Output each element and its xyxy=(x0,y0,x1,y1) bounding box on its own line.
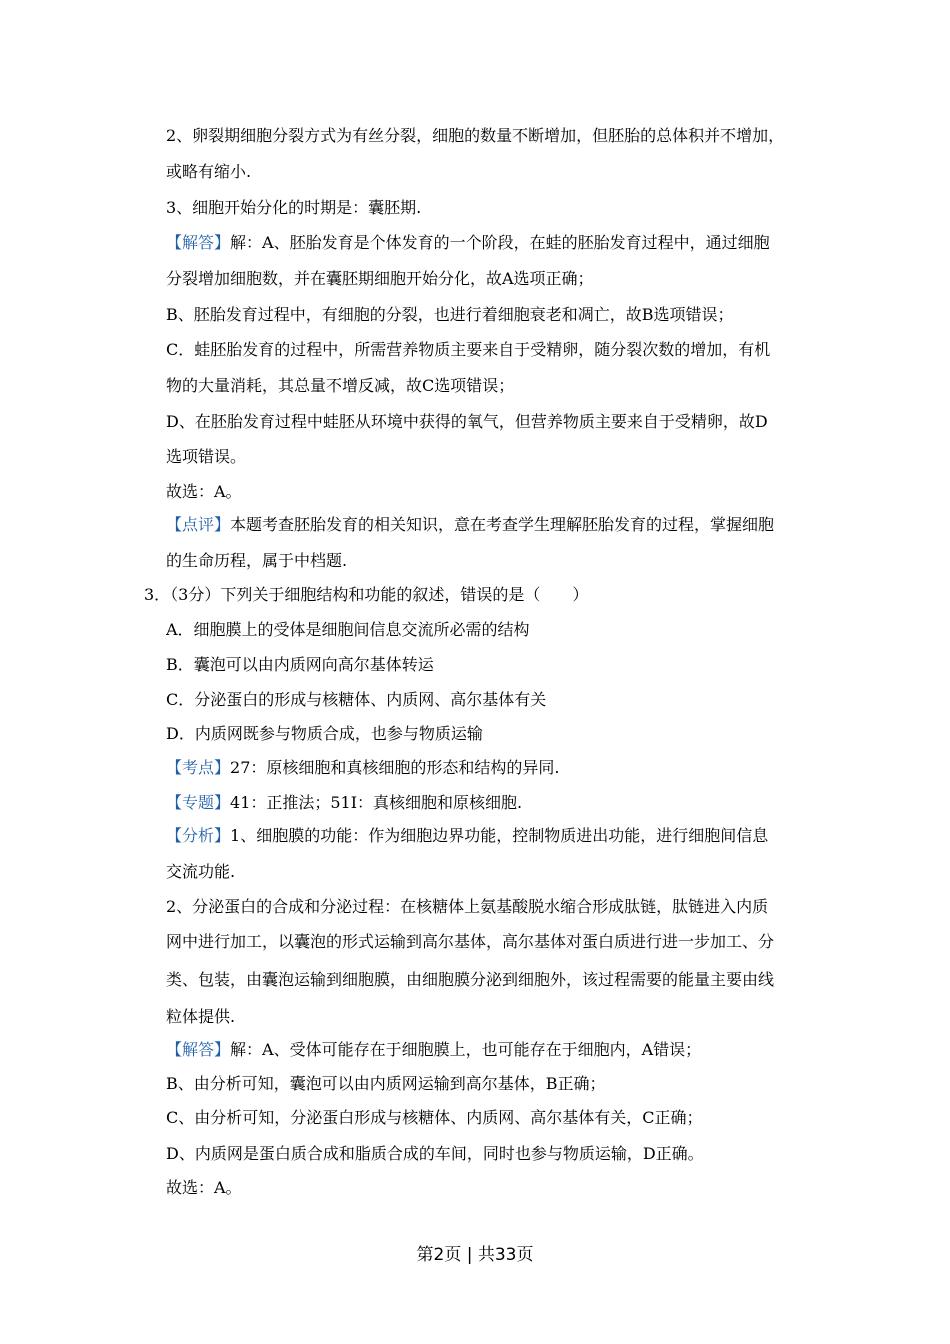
text-line xyxy=(166,447,246,467)
text-line xyxy=(166,724,483,744)
line-text: 的生命历程，属于中档题. xyxy=(166,551,348,570)
text-line xyxy=(166,269,594,289)
line-text: 分裂增加细胞数，并在囊胚期细胞开始分化，故A选项正确； xyxy=(166,269,594,288)
line-text: 解：A、受体可能存在于细胞膜上，也可能存在于细胞内，A错误； xyxy=(230,1040,702,1059)
line-text: 故选：A。 xyxy=(166,482,242,501)
line-text: B、由分析可知，囊泡可以由内质网运输到高尔基体，B正确； xyxy=(166,1074,606,1093)
text-line xyxy=(166,162,251,182)
line-text: 1、细胞膜的功能：作为细胞边界功能，控制物质进出功能，进行细胞间信息 xyxy=(230,826,769,845)
text-line xyxy=(166,1108,703,1128)
line-text: 交流功能. xyxy=(166,862,236,881)
text-line xyxy=(166,1074,606,1094)
line-text: B．囊泡可以由内质网向高尔基体转运 xyxy=(166,655,434,674)
text-line xyxy=(166,862,235,882)
line-text: 2、卵裂期细胞分裂方式为有丝分裂，细胞的数量不断增加，但胚胎的总体积并不增加， xyxy=(166,126,785,145)
line-text: 选项错误。 xyxy=(166,447,247,466)
text-line xyxy=(166,826,768,846)
text-line xyxy=(166,340,770,360)
text-line xyxy=(166,233,770,253)
line-text: D．内质网既参与物质合成，也参与物质运输 xyxy=(166,724,483,743)
text-line xyxy=(166,690,546,710)
text-line xyxy=(166,655,434,675)
line-text: C．分泌蛋白的形成与核糖体、内质网、高尔基体有关 xyxy=(166,690,547,709)
line-text: B、胚胎发育过程中，有细胞的分裂，也进行着细胞衰老和凋亡，故B选项错误； xyxy=(166,305,734,324)
line-text: 2、分泌蛋白的合成和分泌过程：在核糖体上氨基酸脱水缩合形成肽链，肽链进入内质 xyxy=(166,897,769,916)
line-text: 物的大量消耗，其总量不增反减，故C选项错误； xyxy=(166,376,515,395)
line-text: 27：原核细胞和真核细胞的形态和结构的异同. xyxy=(230,758,560,777)
section-tag: 【解答】 xyxy=(166,1040,231,1059)
text-line xyxy=(166,897,768,917)
text-line xyxy=(166,305,734,325)
section-tag: 【专题】 xyxy=(166,793,231,812)
text-line xyxy=(166,376,514,396)
text-line xyxy=(166,1007,235,1027)
line-text: D、在胚胎发育过程中蛙胚从环境中获得的氧气，但营养物质主要来自于受精卵，故D xyxy=(166,412,768,431)
line-text: 网中进行加工，以囊泡的形式运输到高尔基体，高尔基体对蛋白质进行进一步加工、分 xyxy=(166,932,775,951)
text-line xyxy=(166,1040,701,1060)
line-text: 解：A、胚胎发育是个体发育的一个阶段，在蛙的胚胎发育过程中，通过细胞 xyxy=(230,233,770,252)
line-text: 粒体提供. xyxy=(166,1007,236,1026)
text-line xyxy=(166,515,774,535)
line-text: C．蛙胚胎发育的过程中，所需营养物质主要来自于受精卵，随分裂次数的增加，有机 xyxy=(166,340,771,359)
text-line xyxy=(166,1144,704,1164)
line-text: 41：正推法；51I：真核细胞和原核细胞. xyxy=(230,793,523,812)
text-line xyxy=(144,585,588,605)
text-line xyxy=(166,412,768,432)
text-line xyxy=(166,793,522,813)
text-line xyxy=(166,198,421,218)
section-tag: 【考点】 xyxy=(166,758,231,777)
line-text: C、由分析可知，分泌蛋白形成与核糖体、内质网、高尔基体有关，C正确； xyxy=(166,1108,703,1127)
text-line xyxy=(166,758,559,778)
text-line xyxy=(166,1178,242,1198)
line-text: 本题考查胚胎发育的相关知识，意在考查学生理解胚胎发育的过程，掌握细胞 xyxy=(230,515,775,534)
line-text: A．细胞膜上的受体是细胞间信息交流所必需的结构 xyxy=(166,620,530,639)
line-text: 3、细胞开始分化的时期是：囊胚期. xyxy=(166,198,422,217)
text-line xyxy=(166,620,530,640)
line-text: 类、包装，由囊泡运输到细胞膜，由细胞膜分泌到细胞外，该过程需要的能量主要由线 xyxy=(166,970,775,989)
line-text: D、内质网是蛋白质合成和脂质合成的车间，同时也参与物质运输，D正确。 xyxy=(166,1144,704,1163)
line-text: 3．（3分）下列关于细胞结构和功能的叙述，错误的是（ ） xyxy=(144,585,589,604)
text-line xyxy=(166,482,242,502)
text-line xyxy=(166,551,347,571)
text-line xyxy=(166,970,774,990)
section-tag: 【解答】 xyxy=(166,233,231,252)
text-line xyxy=(166,932,774,952)
page-footer: 第2页 | 共33页 xyxy=(416,1245,534,1265)
line-text: 或略有缩小. xyxy=(166,162,252,181)
section-tag: 【点评】 xyxy=(166,515,231,534)
text-line xyxy=(166,126,784,146)
section-tag: 【分析】 xyxy=(166,826,231,845)
line-text: 故选：A。 xyxy=(166,1178,242,1197)
